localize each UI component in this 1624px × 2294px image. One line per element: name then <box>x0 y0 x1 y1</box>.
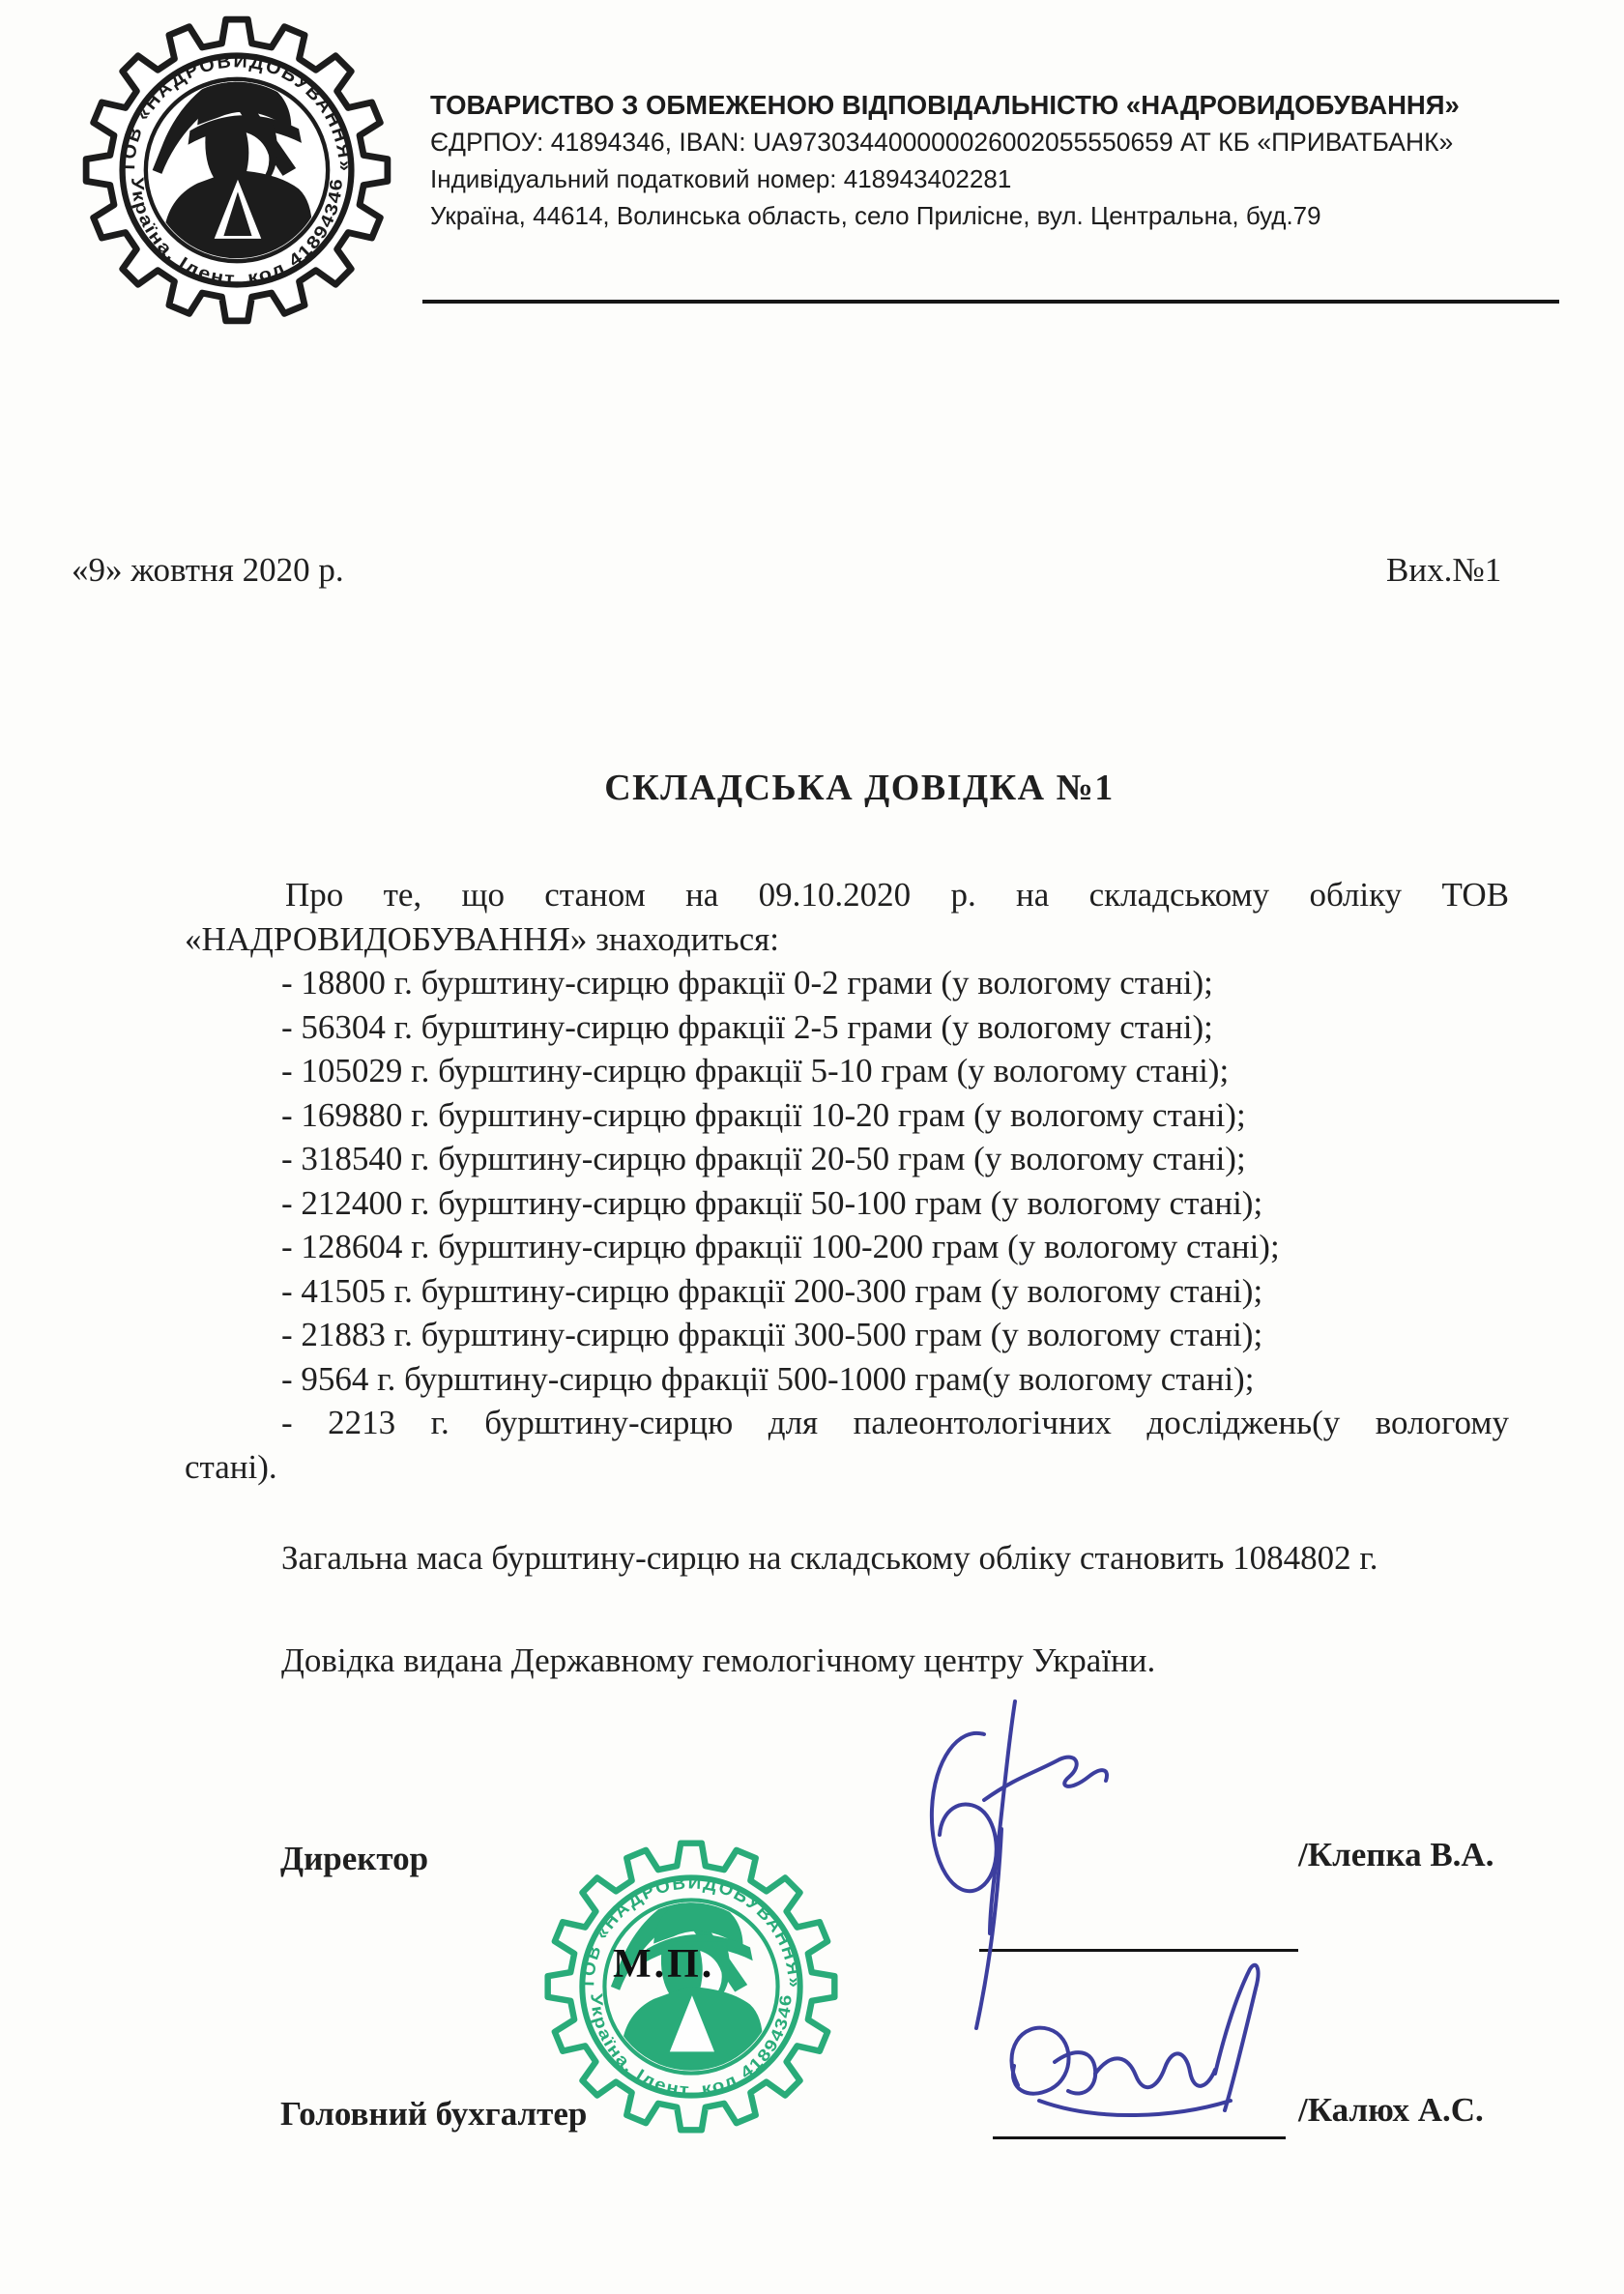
document-date: «9» жовтня 2020 р. <box>72 551 344 589</box>
company-name: ТОВАРИСТВО З ОБМЕЖЕНОЮ ВІДПОВІДАЛЬНІСТЮ «НАДРОВИДОБУВАННЯ» <box>430 90 1460 120</box>
list-item: - 9564 г. бурштину-сирцю фракції 500-1000 грам(у вологому стані); <box>281 1359 1255 1398</box>
intro-paragraph <box>185 873 1509 961</box>
document-title: СКЛАДСЬКА ДОВІДКА №1 <box>604 768 1115 808</box>
list-item: - 128604 г. бурштину-сирцю фракції 100-200 грам (у вологому стані); <box>281 1228 1280 1265</box>
outgoing-number: Вих.№1 <box>1386 551 1502 589</box>
stamp-place-label: М.П. <box>613 1942 715 1987</box>
stamp-ring-text-bottom: Україна, Ідент. код 41894346 <box>587 1992 796 2100</box>
list-item-wrapped-line-1: - 2213 г. бурштину-сирцю для палеонтологічних досліджень(у вологому <box>281 1404 1509 1441</box>
accountant-signature-ink <box>972 1958 1300 2151</box>
total-mass-line: Загальна маса бурштину-сирцю на складському обліку становить 1084802 г. <box>281 1539 1378 1577</box>
company-logo <box>77 8 396 333</box>
inventory-list <box>185 961 1509 1489</box>
company-registration-line: ЄДРПОУ: 41894346, IBAN: UA973034400000026002055550659 АТ КБ «ПРИВАТБАНК» <box>430 128 1454 157</box>
director-name: /Клепка В.А. <box>1298 1836 1494 1873</box>
list-item: - 18800 г. бурштину-сирцю фракції 0-2 грами (у вологому стані); <box>281 964 1213 1002</box>
logo-ring-text-top: ТОВ «НАДРОВИДОБУВАННЯ» <box>118 50 356 174</box>
intro-line-2: «НАДРОВИДОБУВАННЯ» знаходиться: <box>185 919 779 958</box>
director-role-label: Директор <box>280 1840 429 1877</box>
list-item: - 56304 г. бурштину-сирцю фракції 2-5 грами (у вологому стані); <box>281 1007 1213 1046</box>
list-item: - 41505 г. бурштину-сирцю фракції 200-300 грам (у вологому стані); <box>281 1271 1263 1310</box>
accountant-name: /Калюх А.С. <box>1298 2091 1484 2129</box>
stamp-ring-text-top: ТОВ «НАДРОВИДОБУВАННЯ» <box>577 1872 805 1989</box>
list-item: - 169880 г. бурштину-сирцю фракції 10-20 грам (у вологому стані); <box>281 1095 1246 1134</box>
company-address-line: Україна, 44614, Волинська область, село Прилісне, вул. Центральна, буд.79 <box>430 201 1321 230</box>
list-item: - 21883 г. бурштину-сирцю фракції 300-500 грам (у вологому стані); <box>281 1316 1263 1353</box>
letterhead-divider <box>422 300 1559 304</box>
list-item: - 105029 г. бурштину-сирцю фракції 5-10 грам (у вологому стані); <box>281 1052 1230 1089</box>
tax-number-line: Індивідуальний податковий номер: 418943402281 <box>430 164 1012 193</box>
list-item: - 318540 г. бурштину-сирцю фракції 20-50 грам (у вологому стані); <box>281 1140 1246 1177</box>
list-item-wrapped-line-2: стані). <box>185 1447 277 1486</box>
intro-line-1: Про те, що станом на 09.10.2020 р. на складському обліку ТОВ <box>285 876 1509 914</box>
issued-to-line: Довідка видана Державному гемологічному центру України. <box>281 1641 1156 1679</box>
list-item: - 212400 г. бурштину-сирцю фракції 50-100 грам (у вологому стані); <box>281 1183 1263 1222</box>
logo-ring-text-bottom: Україна, Ідент. код 41894346 <box>128 176 346 289</box>
inventory-items <box>185 961 1509 1401</box>
letterhead <box>430 87 1460 234</box>
accountant-role-label: Головний бухгалтер <box>280 2095 588 2133</box>
